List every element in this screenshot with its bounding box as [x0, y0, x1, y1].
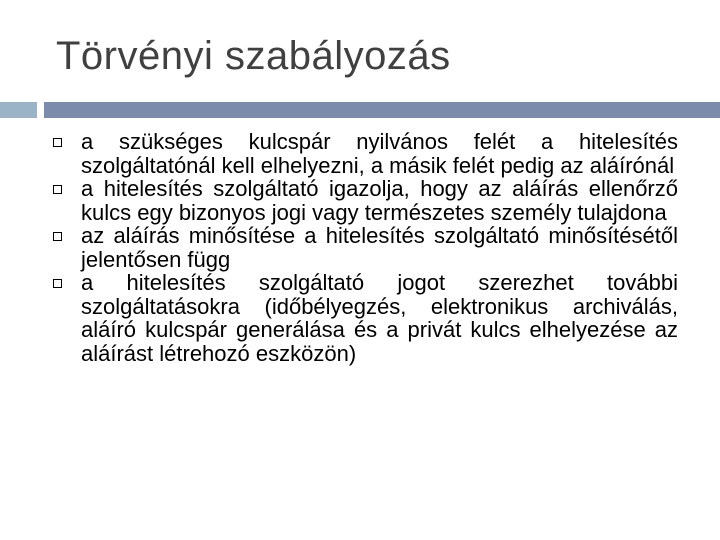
bullet-text: a hitelesítés szolgáltató igazolja, hogy az aláírás ellenőrző kulcs egy bizonyos jogi vagy természetes személy tulajdona — [81, 176, 678, 225]
bullet-text: a szükséges kulcspár nyilvános felét a hitelesítés szolgáltatónál kell elhelyezni, a másik felét pedig az aláírónál — [81, 129, 678, 178]
title-rule-bar — [44, 102, 720, 118]
bullet-text: a hitelesítés szolgáltató jogot szerezhet további szolgáltatásokra (időbélyegzés, elektronikus archiválás, aláíró kulcspár generálása és a privát kulcs elhelyezése az aláírást létrehozó eszközön) — [81, 270, 678, 366]
slide-title: Törvényi szabályozás — [56, 34, 451, 78]
bullet-item-4 — [52, 271, 678, 365]
bullet-list — [52, 130, 678, 365]
bullet-item-2 — [52, 177, 678, 224]
hollow-square-bullet-icon — [53, 232, 62, 241]
bullet-text: az aláírás minősítése a hitelesítés szolgáltató minősítésétől jelentősen függ — [81, 223, 678, 272]
bullet-item-1 — [52, 130, 678, 177]
bullet-item-3 — [52, 224, 678, 271]
title-rule-accent — [0, 102, 37, 118]
hollow-square-bullet-icon — [53, 185, 62, 194]
hollow-square-bullet-icon — [53, 279, 62, 288]
hollow-square-bullet-icon — [53, 138, 62, 147]
